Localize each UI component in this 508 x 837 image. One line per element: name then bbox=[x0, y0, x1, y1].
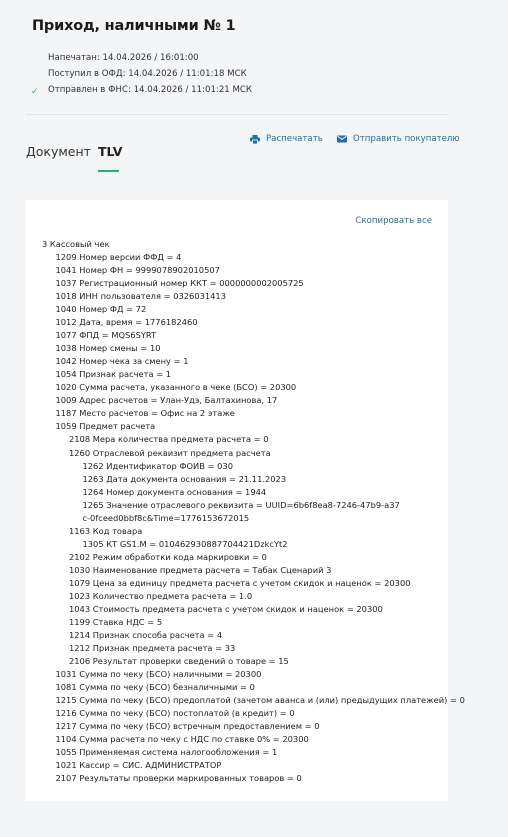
tlv-line: 1012 Дата, время = 1776182460 bbox=[55, 317, 198, 328]
tab-document[interactable]: Документ bbox=[26, 144, 91, 159]
tlv-line: 1216 Сумма по чеку (БСО) постоплатой (в кредит) = 0 bbox=[55, 708, 295, 719]
tlv-line: 1265 Значение отраслевого реквизита = UUID=6b6f8ea8-7246-47b9-a37c-0fceed0bbf8c&Time=1776153672015 bbox=[82, 499, 400, 523]
tlv-line: 1042 Номер чека за смену = 1 bbox=[55, 356, 189, 367]
tlv-line: 1217 Сумма по чеку (БСО) встречным предоставлением = 0 bbox=[55, 721, 320, 732]
tlv-content bbox=[42, 238, 465, 785]
ofd-received-status: Поступил в ОФД: 14.04.2026 / 11:01:18 МСК bbox=[48, 69, 247, 79]
tlv-line: 1212 Признак предмета расчета = 33 bbox=[69, 642, 236, 653]
tlv-panel bbox=[26, 200, 465, 801]
send-to-customer-label: Отправить покупателю bbox=[353, 134, 460, 144]
tlv-line: 1038 Номер смены = 10 bbox=[55, 343, 161, 354]
send-to-customer-button[interactable] bbox=[337, 134, 460, 144]
tlv-line: 1263 Дата документа основания = 21.11.2023 bbox=[82, 473, 287, 484]
tlv-line: 1023 Количество предмета расчета = 1.0 bbox=[69, 590, 253, 601]
tlv-line: 1214 Признак способа расчета = 4 bbox=[69, 629, 223, 640]
check-icon: ✓ bbox=[31, 87, 39, 97]
tlv-line: 1163 Код товара bbox=[69, 525, 143, 536]
tlv-line: 2108 Мера количества предмета расчета = 0 bbox=[69, 434, 269, 445]
print-button[interactable] bbox=[250, 134, 323, 144]
printer-icon bbox=[250, 135, 260, 144]
tlv-line: 1215 Сумма по чеку (БСО) предоплатой (зачетом аванса и (или) предыдущих платежей) = 0 bbox=[55, 695, 465, 706]
active-tab-indicator bbox=[98, 170, 119, 172]
tlv-line: 1264 Номер документа основания = 1944 bbox=[82, 486, 267, 497]
tlv-line: 1305 КТ GS1.M = 010462930887704421DzkcYt2 bbox=[82, 538, 288, 549]
tlv-line: 2106 Результат проверки сведений о товаре = 15 bbox=[69, 656, 289, 666]
tlv-line: 1077 ФПД = MQS6SYRT bbox=[55, 330, 157, 341]
fns-sent-status: Отправлен в ФНС: 14.04.2026 / 11:01:21 МСК bbox=[48, 85, 252, 95]
tlv-line: 1262 Идентификатор ФОИВ = 030 bbox=[82, 460, 233, 471]
tab-tlv[interactable]: TLV bbox=[98, 144, 123, 159]
tlv-line: 1040 Номер ФД = 72 bbox=[55, 304, 147, 315]
tlv-line: 1081 Сумма по чеку (БСО) безналичными = 0 bbox=[55, 682, 255, 693]
tlv-line: 3 Кассовый чек bbox=[42, 239, 110, 249]
tlv-line: 1260 Отраслевой реквизит предмета расчета bbox=[69, 447, 271, 458]
tlv-line: 1055 Применяемая система налогообложения = 1 bbox=[55, 747, 278, 758]
tlv-line: 1199 Ставка НДС = 5 bbox=[69, 616, 163, 627]
tlv-line: 1020 Сумма расчета, указанного в чеке (БСО) = 20300 bbox=[55, 382, 297, 393]
tlv-line: 1037 Регистрационный номер ККТ = 0000000002005725 bbox=[55, 278, 304, 289]
tlv-line: 1021 Кассир = СИС. АДМИНИСТРАТОР bbox=[55, 760, 222, 771]
tlv-line: 1079 Цена за единицу предмета расчета с учетом скидок и наценок = 20300 bbox=[69, 577, 411, 588]
tlv-line: 1209 Номер версии ФФД = 4 bbox=[55, 252, 182, 263]
tlv-line: 1054 Признак расчета = 1 bbox=[55, 369, 172, 380]
tlv-line: 1018 ИНН пользователя = 0326031413 bbox=[55, 291, 226, 302]
print-label: Распечатать bbox=[266, 134, 323, 144]
tlv-line: 1031 Сумма по чеку (БСО) наличными = 20300 bbox=[55, 669, 262, 680]
tlv-line: 1043 Стоимость предмета расчета с учетом скидок и наценок = 20300 bbox=[69, 603, 383, 614]
tlv-line: 1104 Сумма расчета по чеку с НДС по ставке 0% = 20300 bbox=[55, 734, 309, 745]
copy-all-button[interactable]: Скопировать все bbox=[355, 216, 432, 226]
tlv-line: 1009 Адрес расчетов = Улан-Удэ, Балтахинова, 17 bbox=[55, 395, 278, 406]
tlv-line: 1030 Наименование предмета расчета = Табак Сценарий 3 bbox=[69, 564, 332, 575]
header-divider bbox=[26, 114, 448, 115]
tlv-line: 1041 Номер ФН = 9999078902010507 bbox=[55, 265, 220, 276]
tlv-line: 1059 Предмет расчета bbox=[55, 421, 156, 432]
printed-status: Напечатан: 14.04.2026 / 16:01:00 bbox=[48, 53, 199, 63]
tlv-line: 2107 Результаты проверки маркированных товаров = 0 bbox=[55, 773, 302, 784]
page-title: Приход, наличными № 1 bbox=[32, 18, 236, 34]
tlv-line: 2102 Режим обработки кода маркировки = 0 bbox=[69, 551, 267, 562]
envelope-icon bbox=[337, 135, 347, 143]
tlv-line: 1187 Место расчетов = Офис на 2 этаже bbox=[55, 408, 235, 419]
